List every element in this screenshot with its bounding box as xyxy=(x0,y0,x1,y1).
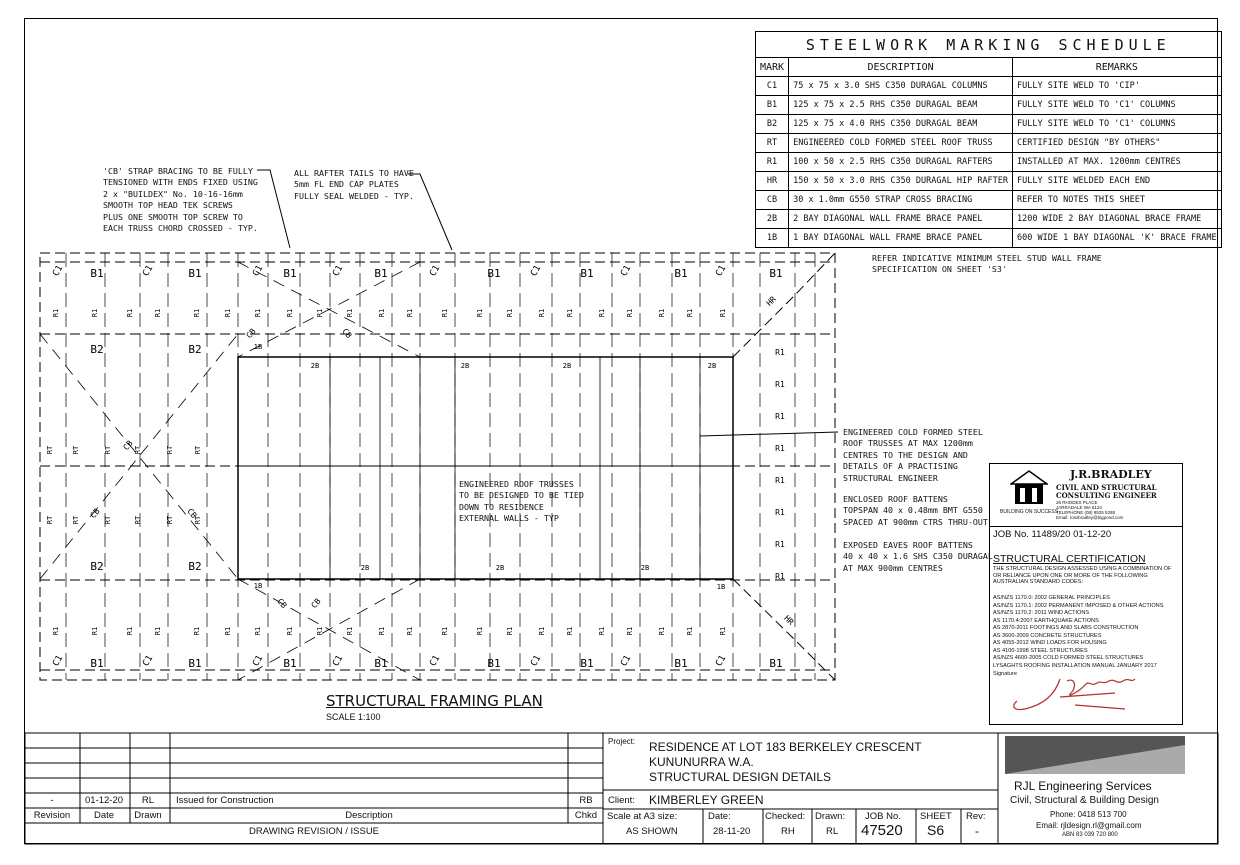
schedule-cell-remarks: FULLY SITE WELDED EACH END xyxy=(1013,172,1222,191)
rafter-label: R1 xyxy=(476,626,484,636)
note-battens: ENCLOSED ROOF BATTENS TOPSPAN 40 x 0.48mm BMT G550 SPACED AT 900mm CTRS THRU-OUT xyxy=(843,494,988,527)
column-label: C1 xyxy=(51,653,66,669)
schedule-cell-desc: 125 x 75 x 2.5 RHS C350 DURAGAL BEAM xyxy=(789,96,1013,115)
project-line-3: STRUCTURAL DESIGN DETAILS xyxy=(649,770,832,784)
bracing-label: CB xyxy=(309,596,323,610)
cert-code: AS 4100-1998 STEEL STRUCTURES xyxy=(993,647,1088,654)
schedule-cell-desc: 100 x 50 x 2.5 RHS C350 DURAGAL RAFTERS xyxy=(789,153,1013,172)
rafter-label: R1 xyxy=(91,626,99,636)
brace-panel-label: 2B xyxy=(310,362,320,370)
beam-label: B1 xyxy=(374,267,388,280)
truss-label: RT xyxy=(166,445,174,455)
revision-cell: RB xyxy=(579,795,593,806)
revision-header: Revision xyxy=(33,810,71,821)
rafter-label: R1 xyxy=(224,626,232,636)
column-label: C1 xyxy=(331,263,346,279)
rafter-label: R1 xyxy=(686,626,694,636)
rafter-label: R1 xyxy=(406,308,414,318)
rafter-label: R1 xyxy=(775,412,785,421)
rafter-label: R1 xyxy=(566,626,574,636)
bracing-label: CB xyxy=(185,506,199,520)
column-label: C1 xyxy=(251,263,266,279)
schedule-cell-remarks: INSTALLED AT MAX. 1200mm CENTRES xyxy=(1013,153,1222,172)
truss-label: RT xyxy=(194,515,202,525)
bracing-label: CB xyxy=(244,326,258,340)
schedule-header-mark: MARK xyxy=(756,58,789,77)
project-label: Project: xyxy=(608,737,636,746)
rafter-label: R1 xyxy=(441,308,449,318)
revision-header: Description xyxy=(345,810,393,821)
cert-code: AS 2870-2011 FOOTINGS AND SLABS CONSTRUCTION xyxy=(993,625,1139,631)
beam-label: B1 xyxy=(188,267,202,280)
rafter-label: R1 xyxy=(286,308,294,318)
column-label: C1 xyxy=(251,653,266,669)
cert-heading: STRUCTURAL CERTIFICATION xyxy=(993,553,1146,565)
brace-panel-label: 2B xyxy=(707,362,717,370)
beam-label: B2 xyxy=(90,560,104,573)
revision-header: Chkd xyxy=(574,810,598,821)
rafter-label: R1 xyxy=(91,308,99,318)
rafter-label: R1 xyxy=(346,308,354,318)
revision-footer: DRAWING REVISION / ISSUE xyxy=(248,826,380,837)
client-name: KIMBERLEY GREEN xyxy=(649,793,764,807)
cert-code: AS/NZS 1170.1: 2002 PERMANENT IMPOSED & OTHER ACTIONS xyxy=(993,602,1164,609)
sheet-number: S6 xyxy=(927,822,945,838)
cert-code: AS/NZS 1170.0: 2002 GENERAL PRINCIPLES xyxy=(993,595,1110,601)
rafter-label: R1 xyxy=(154,308,162,318)
rafter-label: R1 xyxy=(719,626,727,636)
revision-header: Date xyxy=(93,810,115,821)
column-label: C1 xyxy=(714,263,729,279)
cert-code: LYSAGHTS ROOFING INSTALLATION MANUAL JANUARY 2017 xyxy=(993,662,1157,669)
rafter-label: R1 xyxy=(775,508,785,517)
rafter-label: R1 xyxy=(346,626,354,636)
cert-code: AS 4055-2012 WIND LOADS FOR HOUSING xyxy=(993,640,1107,646)
date-value: 28-11-20 xyxy=(713,826,751,837)
brace-panel-label: 1B xyxy=(253,582,263,590)
rafter-label: R1 xyxy=(126,626,134,636)
schedule-cell-desc: ENGINEERED COLD FORMED STEEL ROOF TRUSS xyxy=(789,134,1013,153)
checked-value: RH xyxy=(781,826,795,837)
column-label: C1 xyxy=(141,653,156,669)
company-sub: Civil, Structural & Building Design xyxy=(1010,795,1159,806)
rafter-label: R1 xyxy=(658,626,666,636)
bracing-label: CB xyxy=(340,326,354,340)
schedule-cell-remarks: 1200 WIDE 2 BAY DIAGONAL BRACE FRAME xyxy=(1013,210,1222,229)
note-rafter-tails: ALL RAFTER TAILS TO HAVE 5mm FL END CAP PLATES FULLY SEAL WELDED - TYP. xyxy=(294,168,414,201)
rafter-label: R1 xyxy=(686,308,694,318)
schedule-cell-mark: R1 xyxy=(756,153,789,172)
note-roof-trusses-tied: ENGINEERED ROOF TRUSSES TO BE DESIGNED TO BE TIED DOWN TO RESIDENCE EXTERNAL WALLS - TYP xyxy=(459,479,584,524)
rafter-label: R1 xyxy=(506,308,514,318)
plan-title: STRUCTURAL FRAMING PLAN xyxy=(326,692,543,710)
rev-value: - xyxy=(975,824,979,838)
revision-cell: - xyxy=(50,795,54,806)
rafter-label: R1 xyxy=(476,308,484,318)
cert-code: AS/NZS 4600-2005 COLD FORMED STEEL STRUCTURES xyxy=(993,655,1144,661)
schedule-cell-mark: 1B xyxy=(756,229,789,248)
beam-label: B1 xyxy=(188,657,202,670)
firm-sub1: CIVIL AND STRUCTURAL xyxy=(1056,483,1157,492)
schedule-cell-mark: B1 xyxy=(756,96,789,115)
rafter-label: R1 xyxy=(719,308,727,318)
truss-label: RT xyxy=(72,515,80,525)
firm-address: 26 RHODES PLACE JARRADALE WA 6124 TELEPHONE (08) 9525 5288 Email: rossbradley@bigpond.com xyxy=(1056,500,1124,520)
firm-name: J.R.BRADLEY xyxy=(1070,468,1152,481)
rafter-label: R1 xyxy=(154,626,162,636)
column-label: C1 xyxy=(331,653,346,669)
project-line-2: KUNUNURRA W.A. xyxy=(649,755,754,769)
cert-code: AS 3600-2009 CONCRETE STRUCTURES xyxy=(993,632,1102,639)
rafter-label: R1 xyxy=(598,626,606,636)
schedule-cell-mark: HR xyxy=(756,172,789,191)
note-eaves: EXPOSED EAVES ROOF BATTENS 40 x 40 x 1.6 SHS C350 DURAGAL AT MAX 900mm CENTRES xyxy=(843,540,993,573)
schedule-cell-remarks: FULLY SITE WELD TO 'C1' COLUMNS xyxy=(1013,96,1222,115)
schedule-cell-desc: 1 BAY DIAGONAL WALL FRAME BRACE PANEL xyxy=(789,229,1013,248)
beam-label: B2 xyxy=(188,560,202,573)
schedule-cell-remarks: FULLY SITE WELD TO 'C1' COLUMNS xyxy=(1013,115,1222,134)
schedule-cell-remarks: REFER TO NOTES THIS SHEET xyxy=(1013,191,1222,210)
hip-rafter-label: HR xyxy=(782,613,796,627)
rafter-label: R1 xyxy=(626,626,634,636)
schedule-cell-desc: 150 x 50 x 3.0 RHS C350 DURAGAL HIP RAFTER xyxy=(789,172,1013,191)
column-label: C1 xyxy=(51,263,66,279)
schedule-cell-desc: 125 x 75 x 4.0 RHS C350 DURAGAL BEAM xyxy=(789,115,1013,134)
column-label: C1 xyxy=(428,263,443,279)
truss-label: RT xyxy=(194,445,202,455)
job-number: 47520 xyxy=(861,822,903,839)
rafter-label: R1 xyxy=(378,308,386,318)
schedule-cell-mark: CB xyxy=(756,191,789,210)
column-label: C1 xyxy=(141,263,156,279)
schedule-header-remarks: REMARKS xyxy=(1013,58,1222,77)
bracing-label: CB xyxy=(275,596,289,610)
beam-label: B1 xyxy=(580,657,594,670)
rafter-label: R1 xyxy=(52,308,60,318)
schedule-cell-desc: 2 BAY DIAGONAL WALL FRAME BRACE PANEL xyxy=(789,210,1013,229)
rafter-label: R1 xyxy=(286,626,294,636)
firm-sub2: CONSULTING ENGINEER xyxy=(1056,491,1157,500)
company-abn: ABN 83 039 720 800 xyxy=(1062,832,1118,838)
rafter-label: R1 xyxy=(775,476,785,485)
rafter-label: R1 xyxy=(193,308,201,318)
column-label: C1 xyxy=(714,653,729,669)
note-cold-formed: ENGINEERED COLD FORMED STEEL ROOF TRUSSES AT MAX 1200mm CENTRES TO THE DESIGN AND DETAILS OF A PRACTISING STRUCTURAL ENGINEER xyxy=(843,427,983,483)
job-label: JOB No. xyxy=(865,811,901,822)
drawn-label: Drawn: xyxy=(815,811,846,822)
revision-header: Drawn xyxy=(134,810,162,821)
beam-label: B1 xyxy=(674,657,688,670)
revision-cell: RL xyxy=(141,795,155,806)
cert-job: JOB No. 11489/20 01-12-20 xyxy=(993,529,1112,540)
rafter-label: R1 xyxy=(598,308,606,318)
note-cb-strap: 'CB' STRAP BRACING TO BE FULLY TENSIONED WITH ENDS FIXED USING 2 x "BUILDEX" No. 10-16-16mm SMOOTH TOP HEAD TEK SCREWS PLUS ONE SMOOTH TOP SCREW TO EACH TRUSS CHORD CROSSED - TYP. xyxy=(103,166,258,234)
rafter-label: R1 xyxy=(441,626,449,636)
rafter-label: R1 xyxy=(775,444,785,453)
company-phone: Phone: 0418 513 700 xyxy=(1050,810,1127,819)
scale-label: Scale at A3 size: xyxy=(607,811,678,822)
schedule-cell-remarks: FULLY SITE WELD TO 'CIP' xyxy=(1013,77,1222,96)
schedule-title: STEELWORK MARKING SCHEDULE xyxy=(756,32,1222,58)
column-label: C1 xyxy=(619,263,634,279)
project-line-1: RESIDENCE AT LOT 183 BERKELEY CRESCENT xyxy=(649,740,922,754)
plan-scale: SCALE 1:100 xyxy=(326,712,381,722)
rafter-label: R1 xyxy=(775,348,785,357)
truss-label: RT xyxy=(166,515,174,525)
beam-label: B1 xyxy=(283,267,297,280)
checked-label: Checked: xyxy=(765,811,806,822)
rafter-label: R1 xyxy=(775,540,785,549)
rafter-label: R1 xyxy=(126,308,134,318)
cert-code: AS/NZS 1170.2: 2011 WIND ACTIONS xyxy=(993,610,1090,616)
truss-label: RT xyxy=(104,445,112,455)
rafter-label: R1 xyxy=(566,308,574,318)
schedule-cell-mark: 2B xyxy=(756,210,789,229)
beam-label: B2 xyxy=(90,343,104,356)
column-label: C1 xyxy=(428,653,443,669)
schedule-cell-desc: 75 x 75 x 3.0 SHS C350 DURAGAL COLUMNS xyxy=(789,77,1013,96)
rafter-label: R1 xyxy=(538,308,546,318)
schedule-cell-mark: RT xyxy=(756,134,789,153)
signature-label: Signature xyxy=(993,671,1017,677)
schedule-cell-remarks: 600 WIDE 1 BAY DIAGONAL 'K' BRACE FRAME xyxy=(1013,229,1222,248)
beam-label: B1 xyxy=(674,267,688,280)
beam-label: B1 xyxy=(374,657,388,670)
column-label: C1 xyxy=(529,263,544,279)
client-label: Client: xyxy=(608,795,635,806)
beam-label: B1 xyxy=(90,657,104,670)
rafter-label: R1 xyxy=(406,626,414,636)
scale-value: AS SHOWN xyxy=(626,826,678,837)
beam-label: B1 xyxy=(769,267,783,280)
beam-label: B1 xyxy=(580,267,594,280)
beam-label: B2 xyxy=(188,343,202,356)
rafter-label: R1 xyxy=(193,626,201,636)
drawn-value: RL xyxy=(826,826,839,837)
bracing-label: CB xyxy=(88,506,102,520)
beam-label: B1 xyxy=(283,657,297,670)
rev-label: Rev: xyxy=(966,811,986,822)
brace-panel-label: 2B xyxy=(495,564,505,572)
sheet-label: SHEET xyxy=(920,811,952,822)
truss-label: RT xyxy=(72,445,80,455)
schedule-cell-mark: B2 xyxy=(756,115,789,134)
hip-rafter-label: HR xyxy=(764,294,778,308)
bracing-label: CB xyxy=(121,438,135,452)
cert-intro: THE STRUCTURAL DESIGN ASSESSED USING A COMBINATION OF OR RELIANCE UPON ONE OR MORE OF THE FOLLOWING AUSTRALIAN STANDARD CODES: xyxy=(993,566,1172,586)
cert-code: AS 1170.4:2007 EARTHQUAKE ACTIONS xyxy=(993,617,1099,624)
beam-label: B1 xyxy=(769,657,783,670)
schedule-cell-remarks: CERTIFIED DESIGN "BY OTHERS" xyxy=(1013,134,1222,153)
company-email: Email: rjldesign.rl@gmail.com xyxy=(1036,821,1142,830)
date-label: Date: xyxy=(708,811,731,822)
rafter-label: R1 xyxy=(506,626,514,636)
logo-tagline: BUILDING ON SUCCESS xyxy=(1000,509,1059,515)
rafter-label: R1 xyxy=(52,626,60,636)
brace-panel-label: 2B xyxy=(640,564,650,572)
beam-label: B1 xyxy=(90,267,104,280)
brace-panel-label: 2B xyxy=(562,362,572,370)
brace-panel-label: 1B xyxy=(716,583,726,591)
rafter-label: R1 xyxy=(775,380,785,389)
brace-panel-label: 2B xyxy=(460,362,470,370)
note-stud-wall: REFER INDICATIVE MINIMUM STEEL STUD WALL FRAME SPECIFICATION ON SHEET 'S3' xyxy=(872,253,1102,275)
revision-cell: 01-12-20 xyxy=(84,795,124,806)
project-lines xyxy=(649,740,922,785)
truss-label: RT xyxy=(46,515,54,525)
beam-label: B1 xyxy=(487,267,501,280)
rafter-label: R1 xyxy=(254,308,262,318)
rafter-label: R1 xyxy=(775,572,785,581)
rafter-label: R1 xyxy=(316,626,324,636)
rafter-label: R1 xyxy=(378,626,386,636)
truss-label: RT xyxy=(134,445,142,455)
schedule-cell-desc: 30 x 1.0mm G550 STRAP CROSS BRACING xyxy=(789,191,1013,210)
schedule-header-description: DESCRIPTION xyxy=(789,58,1013,77)
truss-label: RT xyxy=(104,515,112,525)
brace-panel-label: 2B xyxy=(360,564,370,572)
column-label: C1 xyxy=(619,653,634,669)
truss-label: RT xyxy=(46,445,54,455)
revision-cell: Issued for Construction xyxy=(176,795,274,806)
brace-panel-label: 1B xyxy=(253,343,263,351)
rafter-label: R1 xyxy=(254,626,262,636)
rafter-label: R1 xyxy=(658,308,666,318)
column-label: C1 xyxy=(529,653,544,669)
rafter-label: R1 xyxy=(626,308,634,318)
truss-label: RT xyxy=(134,515,142,525)
company-name: RJL Engineering Services xyxy=(1014,779,1152,793)
schedule-cell-mark: C1 xyxy=(756,77,789,96)
rafter-label: R1 xyxy=(538,626,546,636)
rafter-label: R1 xyxy=(224,308,232,318)
beam-label: B1 xyxy=(487,657,501,670)
rafter-label: R1 xyxy=(316,308,324,318)
